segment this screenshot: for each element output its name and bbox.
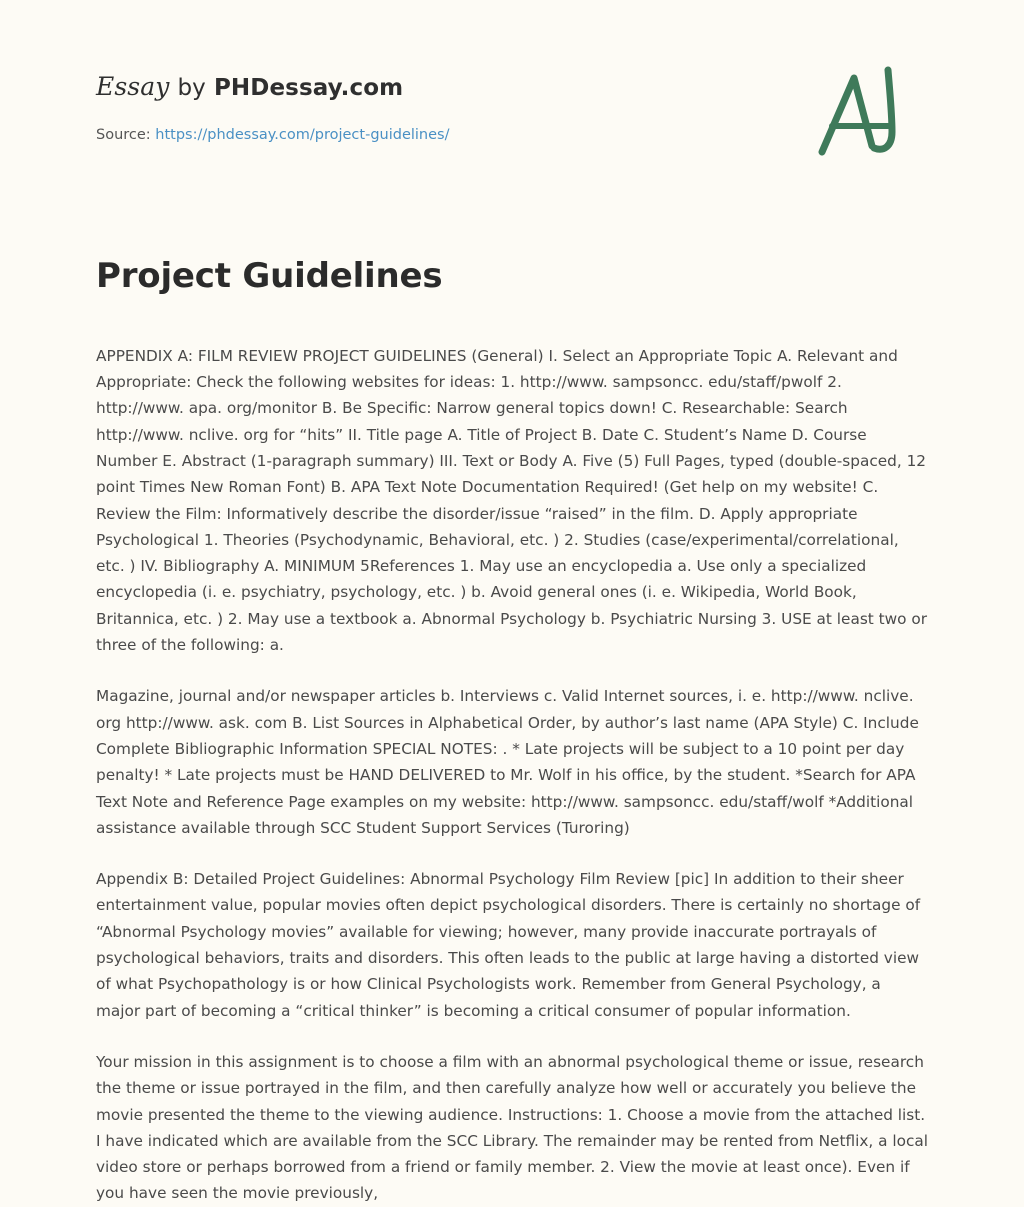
brand-name: PHDessay.com (213, 75, 404, 101)
page-title: Project Guidelines (96, 256, 443, 296)
body-paragraph: Appendix B: Detailed Project Guidelines: Abnormal Psychology Film Review [pic] In addition to their sheer entertainment value, popular movies often depict psychological disorders. There is certainly no shortage of “Abnormal Psychology movies” available for viewing; however, many provide inaccurate portrayals of psychological behaviors, traits and disorders. This often leads to the public at large having a distorted view of what Psychopathology is or how Clinical Psychologists work. Remember from General Psychology, a major part of becoming a “critical thinker” is becoming a critical consumer of popular information. (96, 870, 921, 1020)
source-label: Source: (96, 127, 151, 143)
body-paragraph: APPENDIX A: FILM REVIEW PROJECT GUIDELINES (General) I. Select an Appropriate Topic A. Relevant and Appropriate: Check the following websites for ideas: 1. http://www. sampsoncc. edu/staff/pwolf 2. http://www. apa. org/monitor B. Be Specific: Narrow general topics down! C. Researchable: Search http://www. nclive. org for “hits” II. Title page A. Title of Project B. Date C. Student’s Name D. Course Number E. Abstract (1-paragraph summary) III. Text or Body A. Five (5) Full Pages, typed (double-spaced, 12 point Times New Roman Font) B. APA Text Note Documentation Required! (Get help on my website! C. Review the Film: Informatively describe the disorder/issue “raised” in the film. D. Apply appropriate Psychological 1. Theories (Psychodynamic, Behavioral, etc. ) 2. Studies (case/experimental/correlational, etc. ) IV. Bibliography A. MINIMUM 5References 1. May use an encyclopedia a. Use only a specialized encyclopedia (i. e. psychiatry, psychology, etc. ) b. Avoid general ones (i. e. Wikipedia, World Book, Britannica, etc. ) 2. May use a textbook a. Abnormal Psychology b. Psychiatric Nursing 3. USE at least two or three of the following: a. (96, 346, 928, 655)
phdessay-a-logo-icon (802, 60, 922, 170)
source-line (96, 127, 802, 143)
by-word: by (177, 75, 206, 101)
document-header (96, 60, 928, 170)
header-text-block (96, 60, 802, 143)
body-paragraph: Your mission in this assignment is to choose a film with an abnormal psychological theme or issue, research the theme or issue portrayed in the film, and then carefully analyze how well or accurately you believe the movie presented the theme to the viewing audience. Instructions: 1. Choose a movie from the attached list. I have indicated which are available from the SCC Library. The remainder may be rented from Netflix, a local video store or perhaps borrowed from a friend or family member. 2. View the movie at least once). Even if you have seen the movie previously, (96, 1052, 928, 1203)
essay-word: Essay (96, 72, 170, 101)
document-body (96, 343, 928, 1207)
brand-line (96, 72, 802, 101)
source-url-link[interactable]: https://phdessay.com/project-guidelines/ (155, 127, 450, 143)
body-paragraph: Magazine, journal and/or newspaper articles b. Interviews c. Valid Internet sources, i. e. http://www. nclive. org http://www. ask. com B. List Sources in Alphabetical Order, by author’s last name (APA Style) C. Include Complete Bibliographic Information SPECIAL NOTES: . * Late projects will be subject to a 10 point per day penalty! * Late projects must be HAND DELIVERED to Mr. Wolf in his office, by the student. *Search for APA Text Note and Reference Page examples on my website: http://www. sampsoncc. edu/staff/wolf *Additional assistance available through SCC Student Support Services (Turoring) (96, 687, 919, 837)
